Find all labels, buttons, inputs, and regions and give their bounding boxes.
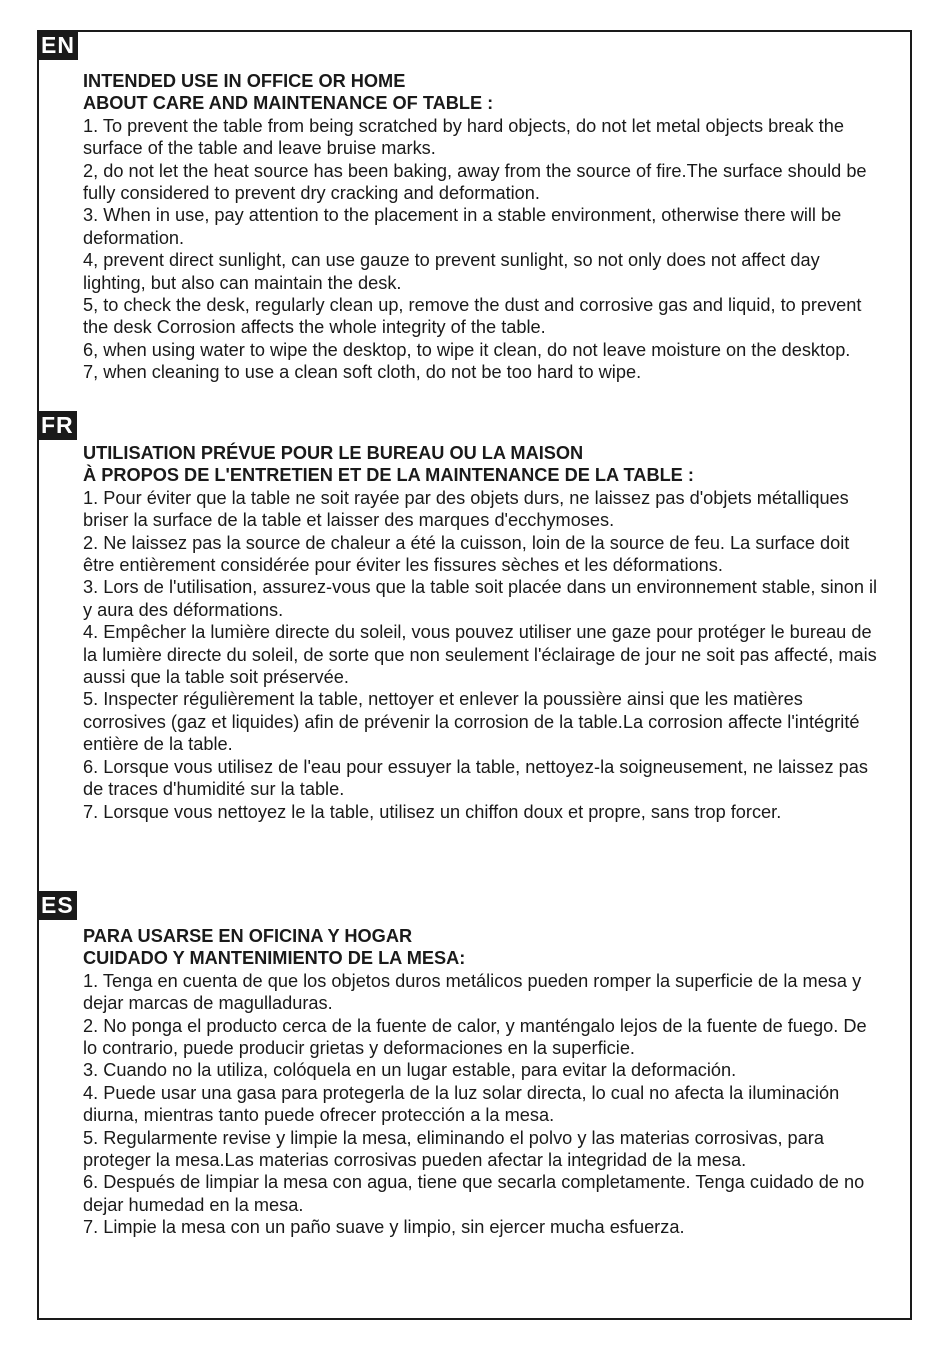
- instruction-item: 7. Lorsque vous nettoyez le la table, utilisez un chiffon doux et propre, sans trop forcer.: [83, 801, 782, 822]
- section-heading-intended-use: INTENDED USE IN OFFICE OR HOME: [83, 71, 406, 91]
- instruction-item: 5. Inspecter régulièrement la table, nettoyer et enlever la poussière ainsi que les matières corrosives (gaz et liquides) afin de prévenir la corrosion de la table.La corrosion affecte l'intégrité entière de la table.: [83, 689, 860, 755]
- language-badge-es: ES: [38, 891, 77, 920]
- section-heading-care: ABOUT CARE AND MAINTENANCE OF TABLE :: [83, 93, 494, 114]
- instruction-item: 4. Puede usar una gasa para protegerla de la luz solar directa, lo cual no afecta la iluminación diurna, mientras tanto puede ofrecer protección a la mesa.: [83, 1082, 840, 1126]
- instruction-item: 1. Tenga en cuenta de que los objetos duros metálicos pueden romper la superficie de la mesa y dejar marcas de magulladuras.: [83, 970, 862, 1014]
- instruction-item: 2. Ne laissez pas la source de chaleur a été la cuisson, loin de la source de feu. La surface doit être entièrement considérée pour éviter les fissures sèches et les déformations.: [83, 532, 850, 576]
- section-heading-care: CUIDADO Y MANTENIMIENTO DE LA MESA:: [83, 948, 466, 969]
- instruction-item: 5. Regularmente revise y limpie la mesa, eliminando el polvo y las materias corrosivas, para proteger la mesa.Las materias corrosivas pueden afectar la integridad de la mesa.: [83, 1127, 824, 1171]
- instruction-item: 6, when using water to wipe the desktop, to wipe it clean, do not leave moisture on the desktop.: [83, 339, 851, 360]
- section-heading-intended-use: PARA USARSE EN OFICINA Y HOGAR: [83, 926, 413, 946]
- instruction-item: 3. Cuando no la utiliza, colóquela en un lugar estable, para evitar la deformación.: [83, 1060, 737, 1081]
- instruction-item: 3. When in use, pay attention to the placement in a stable environment, otherwise there will be deformation.: [83, 205, 842, 248]
- instruction-item: 4. Empêcher la lumière directe du soleil, vous pouvez utiliser une gaze pour protéger le bureau de la lumière directe du soleil, de sorte que non seulement l'éclairage de jour ne soit pas affecté, mais aussi que la table soit préservée.: [83, 622, 877, 688]
- instruction-item: 3. Lors de l'utilisation, assurez-vous que la table soit placée dans un environnement stable, sinon il y aura des déformations.: [83, 577, 878, 620]
- instruction-item: 7, when cleaning to use a clean soft cloth, do not be too hard to wipe.: [83, 362, 642, 383]
- section-fr: [83, 442, 883, 823]
- instruction-item: 2. No ponga el producto cerca de la fuente de calor, y manténgalo lejos de la fuente de fuego. De lo contrario, puede producir grietas y deformaciones en la superficie.: [83, 1015, 867, 1059]
- instruction-item: 6. Lorsque vous utilisez de l'eau pour essuyer la table, nettoyez-la soigneusement, ne laissez pas de traces d'humidité sur la table.: [83, 756, 868, 800]
- instruction-item: 1. Pour éviter que la table ne soit rayée par des objets durs, ne laissez pas d'objets métalliques briser la surface de la table et laisser des marques d'ecchymoses.: [83, 487, 849, 531]
- instruction-item: 2, do not let the heat source has been baking, away from the source of fire.The surface should be fully considered to prevent dry cracking and deformation.: [83, 160, 867, 204]
- instruction-item: 6. Después de limpiar la mesa con agua, tiene que secarla completamente. Tenga cuidado de no dejar humedad en la mesa.: [83, 1172, 865, 1215]
- language-badge-fr: FR: [38, 411, 77, 440]
- instruction-item: 5, to check the desk, regularly clean up, remove the dust and corrosive gas and liquid, to prevent the desk Corrosion affects the whole integrity of the table.: [83, 295, 862, 338]
- section-en: [83, 70, 883, 384]
- language-badge-en: EN: [38, 31, 78, 60]
- instruction-item: 4, prevent direct sunlight, can use gauze to prevent sunlight, so not only does not affect day lighting, but also can maintain the desk.: [83, 250, 820, 293]
- instruction-item: 1. To prevent the table from being scratched by hard objects, do not let metal objects break the surface of the table and leave bruise marks.: [83, 115, 844, 159]
- section-es: [83, 925, 883, 1239]
- instruction-item: 7. Limpie la mesa con un paño suave y limpio, sin ejercer mucha esfuerza.: [83, 1217, 685, 1238]
- section-heading-care: À PROPOS DE L'ENTRETIEN ET DE LA MAINTENANCE DE LA TABLE :: [83, 465, 694, 486]
- section-heading-intended-use: UTILISATION PRÉVUE POUR LE BUREAU OU LA MAISON: [83, 443, 584, 463]
